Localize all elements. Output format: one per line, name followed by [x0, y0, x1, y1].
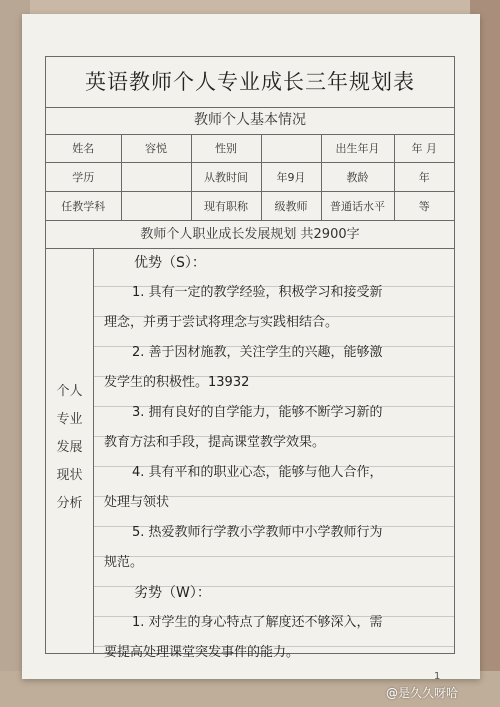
edu-label: 学历	[46, 163, 121, 192]
content-line: 2. 善于因材施教，关注学生的兴趣，能够激	[132, 345, 383, 360]
content-line: 处理与领状	[104, 495, 170, 510]
content-line: 规范。	[104, 555, 144, 570]
table-row	[46, 192, 454, 221]
table-row	[46, 163, 454, 192]
content-line: 3. 拥有良好的自学能力，能够不断学习新的	[132, 405, 383, 420]
content-line: 1. 对学生的身心特点了解度还不够深入，需	[132, 615, 383, 630]
title-value: 级教师	[261, 192, 321, 221]
basic-info-table	[46, 134, 454, 221]
subject-label: 任教学科	[46, 192, 121, 221]
side-label-line: 个人	[56, 384, 83, 399]
content-line: 4. 具有平和的职业心态，能够与他人合作，	[132, 465, 383, 480]
section-heading: 劣势（W）：	[134, 585, 211, 601]
plan-heading: 教师个人职业成长发展规划 共2900字	[46, 220, 454, 249]
years-value: 年	[394, 163, 454, 192]
years-label: 教龄	[321, 163, 394, 192]
plan-form	[45, 56, 455, 660]
side-label-line: 分析	[56, 496, 83, 511]
side-column	[46, 248, 94, 653]
birth-label: 出生年月	[321, 134, 394, 163]
section-heading: 优势（S）：	[134, 255, 206, 271]
start-value: 年9月	[261, 163, 321, 192]
basic-info-heading: 教师个人基本情况	[46, 107, 454, 135]
analysis-content	[94, 248, 454, 660]
paper-sheet	[22, 14, 480, 682]
title-label: 现有职称	[191, 192, 261, 221]
start-label: 从教时间	[191, 163, 261, 192]
side-label-line: 专业	[56, 412, 83, 427]
side-label	[46, 378, 93, 518]
side-label-line: 发展	[56, 440, 83, 455]
form-title: 英语教师个人专业成长三年规划表	[46, 57, 454, 108]
subject-value	[121, 192, 191, 221]
birth-value: 年 月	[394, 134, 454, 163]
page-number: 1	[434, 671, 441, 682]
edu-value	[121, 163, 191, 192]
gender-label: 性别	[191, 134, 261, 163]
content-line: 1. 具有一定的教学经验，积极学习和接受新	[132, 285, 383, 300]
name-value: 容悦	[121, 134, 191, 163]
content-line: 理念，并勇于尝试将理念与实践相结合。	[104, 315, 339, 330]
mandarin-value: 等	[394, 192, 454, 221]
side-label-line: 现状	[56, 468, 83, 483]
content-line: 教育方法和手段，提高课堂教学效果。	[104, 435, 326, 450]
watermark: @是久久呀哈	[386, 686, 459, 700]
content-line: 发学生的积极性。13932	[104, 375, 250, 390]
content-line: 5. 热爱教师行学教小学教师中小学教师行为	[132, 525, 383, 540]
gender-value	[261, 134, 321, 163]
mandarin-label: 普通话水平	[321, 192, 394, 221]
name-label: 姓名	[46, 134, 121, 163]
content-line: 要提高处理课堂突发事件的能力。	[104, 645, 300, 660]
table-row	[46, 134, 454, 163]
